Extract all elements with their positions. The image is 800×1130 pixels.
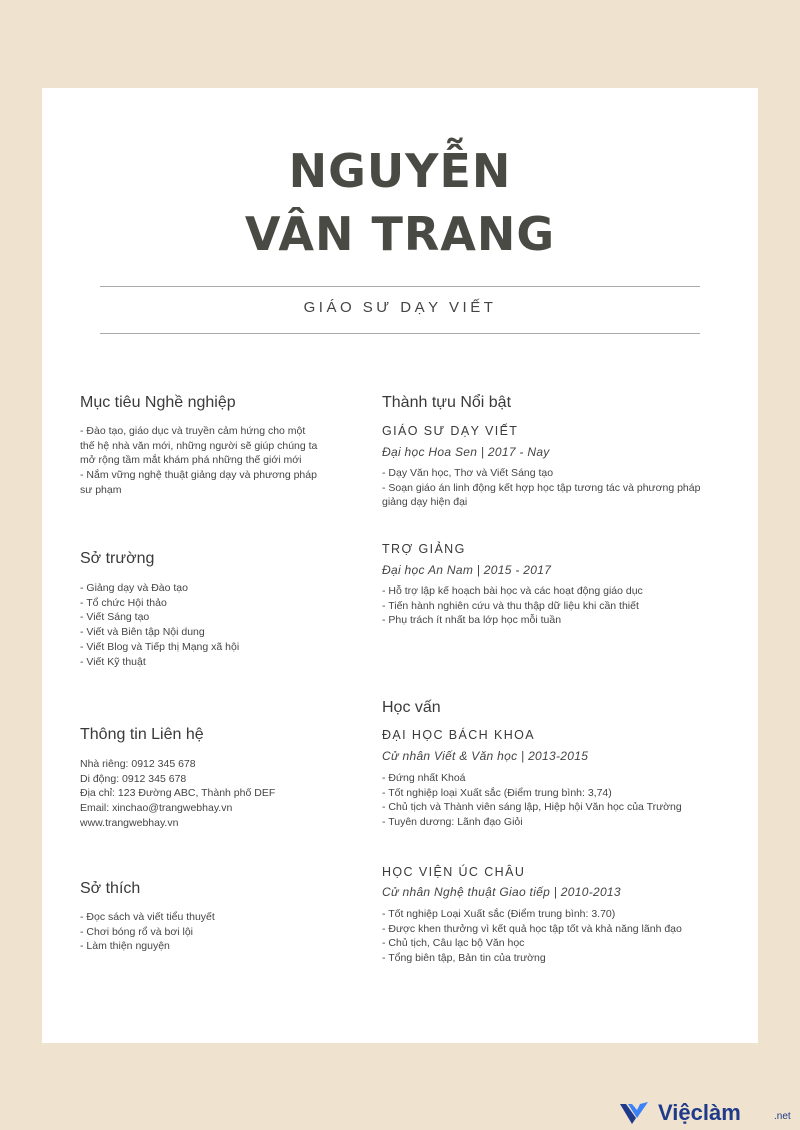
entry-title: GIÁO SƯ DẠY VIẾT: [382, 424, 519, 438]
entry-title: ĐẠI HỌC BÁCH KHOA: [382, 728, 535, 742]
list-item: - Hỗ trợ lập kế hoạch bài học và các hoạt động giáo dục: [382, 585, 643, 597]
list-item: - Chủ tịch, Câu lạc bộ Văn học: [382, 937, 525, 950]
section-heading-contact: Thông tin Liên hệ: [80, 726, 204, 743]
career-goal-line: - Nắm vững nghệ thuật giảng dạy và phương pháp sư phạm: [80, 469, 317, 496]
section-heading-education: Học vấn: [382, 699, 441, 716]
career-goal-line: - Đào tạo, giáo dục và truyền cảm hứng cho một thế hệ nhà văn mới, những người sẽ giúp chúng ta mở rộng tầm mắt khám phá những thế giới mới: [80, 425, 318, 467]
left-column: [80, 88, 330, 1043]
strengths-list: [80, 581, 330, 669]
list-item: - Làm thiện nguyện: [80, 940, 170, 953]
section-heading-strengths: Sở trường: [80, 550, 155, 567]
entry-subtitle: Đại học An Nam | 2015 - 2017: [382, 563, 552, 577]
list-item: - Đứng nhất Khoá: [382, 772, 466, 784]
list-item: - Tốt nghiệp loại Xuất sắc (Điểm trung bình: 3,74): [382, 786, 612, 799]
hobbies-list: [80, 910, 330, 954]
section-heading-hobbies: Sở thích: [80, 880, 141, 897]
vieclam-brand: Việclàm: [658, 1100, 741, 1125]
list-item: - Tuyên dương: Lãnh đạo Giỏi: [382, 816, 523, 829]
list-item: - Tiến hành nghiên cứu và thu thập dữ liệu khi cần thiết: [382, 599, 639, 612]
list-item: - Tổ chức Hội thảo: [80, 596, 167, 609]
entry-subtitle: Đại học Hoa Sen | 2017 - Nay: [382, 445, 550, 459]
job-title: GIÁO SƯ DẠY VIẾT: [303, 299, 497, 316]
list-item: - Chơi bóng rổ và bơi lội: [80, 925, 193, 938]
list-item: - Phụ trách ít nhất ba lớp học mỗi tuần: [382, 614, 562, 627]
list-item: - Được khen thưởng vì kết quả học tập tốt và khả năng lãnh đạo: [382, 922, 682, 935]
name-line-2: VÂN TRANG: [244, 207, 556, 261]
entry-items: [382, 584, 722, 628]
list-item: - Viết Blog và Tiếp thị Mạng xã hội: [80, 640, 240, 653]
career-goal-text: [80, 424, 322, 498]
section-heading-achievements: Thành tựu Nổi bật: [382, 394, 512, 411]
list-item: - Dạy Văn học, Thơ và Viết Sáng tạo: [382, 467, 554, 479]
entry-title: TRỢ GIẢNG: [382, 542, 466, 556]
contact-email: Email: xinchao@trangwebhay.vn: [80, 802, 233, 815]
vieclam-logo-icon: [618, 1100, 654, 1128]
list-item: - Viết và Biên tập Nội dung: [80, 626, 205, 639]
entry-subtitle: Cử nhân Viết & Văn học | 2013-2015: [382, 749, 589, 763]
list-item: - Viết Sáng tạo: [80, 611, 150, 624]
entry-items: [382, 466, 722, 510]
vieclam-suffix: .net: [774, 1111, 791, 1122]
vieclam-watermark[interactable]: [618, 1098, 800, 1130]
contact-list: [80, 757, 330, 831]
list-item: - Tổng biên tập, Bản tin của trường: [382, 952, 546, 965]
entry-items: [382, 907, 722, 966]
list-item: - Soạn giáo án linh động kết hợp học tập tương tác và phương pháp giảng dạy hiện đại: [382, 481, 701, 509]
resume-page: [42, 88, 758, 1043]
entry-title: HỌC VIỆN ÚC CHÂU: [382, 865, 526, 879]
list-item: - Giảng dạy và Đào tạo: [80, 582, 188, 594]
list-item: - Tốt nghiệp Loại Xuất sắc (Điểm trung bình: 3.70): [382, 908, 616, 920]
contact-website: www.trangwebhay.vn: [80, 816, 179, 829]
entry-items: [382, 771, 722, 830]
list-item: - Viết Kỹ thuật: [80, 655, 146, 668]
contact-address: Địa chỉ: 123 Đường ABC, Thành phố DEF: [80, 787, 276, 800]
entry-subtitle: Cử nhân Nghệ thuật Giao tiếp | 2010-2013: [382, 885, 621, 899]
contact-home-phone: Nhà riêng: 0912 345 678: [80, 758, 196, 770]
contact-mobile-phone: Di động: 0912 345 678: [80, 772, 187, 785]
section-heading-career-goal: Mục tiêu Nghề nghiệp: [80, 394, 236, 411]
list-item: - Chủ tịch và Thành viên sáng lập, Hiệp hội Văn học của Trường: [382, 801, 682, 814]
right-column: [382, 88, 732, 1043]
list-item: - Đọc sách và viết tiểu thuyết: [80, 911, 215, 923]
name-line-1: NGUYỄN: [288, 144, 512, 198]
